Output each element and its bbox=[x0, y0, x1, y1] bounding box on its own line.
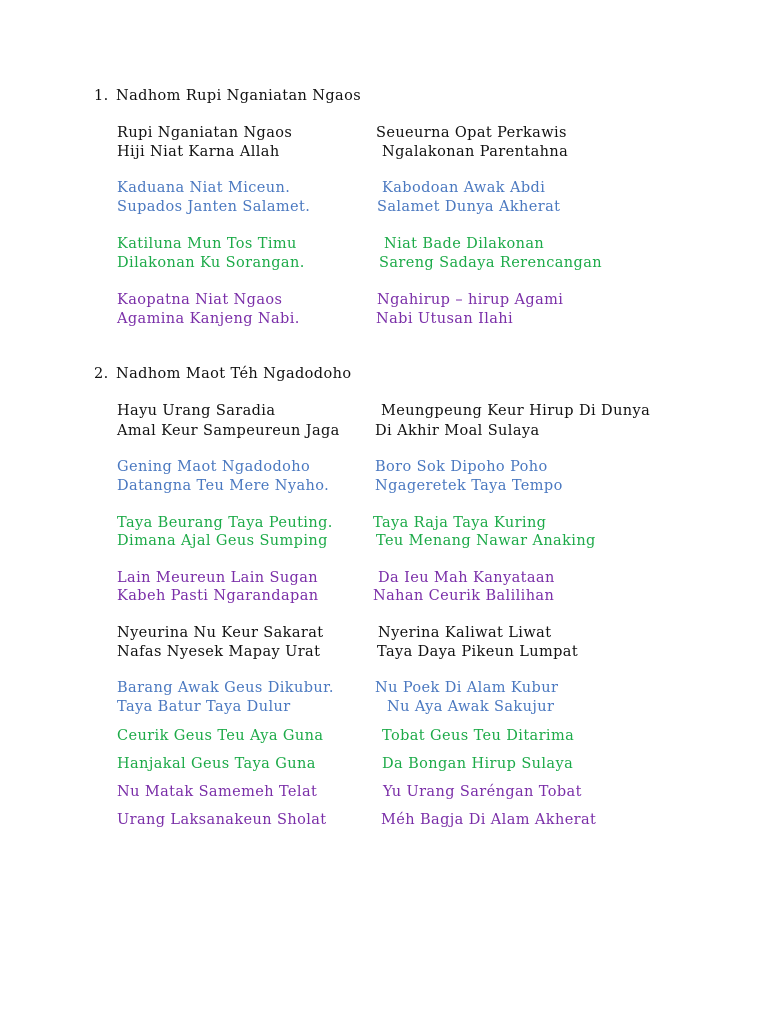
verse-right: Nahan Ceurik Balilihan bbox=[373, 588, 555, 604]
verse-right: Yu Urang Saréngan Tobat bbox=[383, 784, 582, 800]
verse-right: Sareng Sadaya Rerencangan bbox=[379, 255, 602, 271]
verse-right: Ngageretek Taya Tempo bbox=[375, 478, 563, 494]
verse-right: Niat Bade Dilakonan bbox=[384, 236, 545, 252]
verse-left: Hiji Niat Karna Allah bbox=[117, 144, 280, 160]
verse-right: Nabi Utusan Ilahi bbox=[376, 311, 514, 327]
verse-left: Barang Awak Geus Dikubur. bbox=[117, 680, 334, 696]
verse-left: Nafas Nyesek Mapay Urat bbox=[117, 644, 321, 660]
verse-right: Teu Menang Nawar Anaking bbox=[376, 533, 596, 549]
verse-left: Supados Janten Salamet. bbox=[117, 199, 311, 215]
verse-left: Datangna Teu Mere Nyaho. bbox=[117, 478, 330, 494]
verse-left: Kaduana Niat Miceun. bbox=[117, 180, 291, 196]
verse-right: Ngalakonan Parentahna bbox=[382, 144, 569, 160]
verse-left: Hanjakal Geus Taya Guna bbox=[117, 756, 316, 772]
verse-right: Meungpeung Keur Hirup Di Dunya bbox=[381, 403, 651, 419]
verse-right: Méh Bagja Di Alam Akherat bbox=[381, 812, 597, 828]
verse-left: Hayu Urang Saradia bbox=[117, 403, 276, 419]
verse-right: Nyerina Kaliwat Liwat bbox=[378, 625, 552, 641]
section-heading bbox=[94, 88, 361, 104]
verse-right: Tobat Geus Teu Ditarima bbox=[382, 728, 575, 744]
verse-right: Taya Daya Pikeun Lumpat bbox=[377, 644, 579, 660]
section-title: Nadhom Rupi Nganiatan Ngaos bbox=[116, 88, 362, 104]
verse-left: Gening Maot Ngadodoho bbox=[117, 459, 311, 475]
verse-left: Nu Matak Samemeh Telat bbox=[117, 784, 318, 800]
verse-right: Seueurna Opat Perkawis bbox=[376, 125, 567, 141]
verse-left: Ceurik Geus Teu Aya Guna bbox=[117, 728, 324, 744]
verse-left: Kabeh Pasti Ngarandapan bbox=[117, 588, 319, 604]
verse-left: Dilakonan Ku Sorangan. bbox=[117, 255, 305, 271]
verse-left: Agamina Kanjeng Nabi. bbox=[117, 311, 300, 327]
section-number: 2. bbox=[94, 366, 109, 382]
verse-left: Urang Laksanakeun Sholat bbox=[117, 812, 327, 828]
verse-right: Ngahirup – hirup Agami bbox=[377, 292, 564, 308]
verse-right: Kabodoan Awak Abdi bbox=[382, 180, 546, 196]
verse-left: Rupi Nganiatan Ngaos bbox=[117, 125, 293, 141]
verse-left: Dimana Ajal Geus Sumping bbox=[117, 533, 328, 549]
verse-left: Amal Keur Sampeureun Jaga bbox=[117, 423, 340, 439]
section-number: 1. bbox=[94, 88, 109, 104]
section-title: Nadhom Maot Téh Ngadodoho bbox=[116, 366, 352, 382]
verse-right: Nu Poek Di Alam Kubur bbox=[375, 680, 559, 696]
verse-left: Kaopatna Niat Ngaos bbox=[117, 292, 283, 308]
verse-right: Da Ieu Mah Kanyataan bbox=[378, 570, 555, 586]
verse-left: Katiluna Mun Tos Timu bbox=[117, 236, 297, 252]
verse-right: Boro Sok Dipoho Poho bbox=[375, 459, 548, 475]
verse-left: Lain Meureun Lain Sugan bbox=[117, 570, 319, 586]
verse-right: Da Bongan Hirup Sulaya bbox=[382, 756, 574, 772]
verse-right: Nu Aya Awak Sakujur bbox=[387, 699, 555, 715]
verse-right: Taya Raja Taya Kuring bbox=[373, 515, 547, 531]
verse-left: Nyeurina Nu Keur Sakarat bbox=[117, 625, 324, 641]
verse-left: Taya Beurang Taya Peuting. bbox=[117, 515, 333, 531]
section-heading bbox=[94, 366, 351, 382]
verse-right: Di Akhir Moal Sulaya bbox=[375, 423, 540, 439]
verse-left: Taya Batur Taya Dulur bbox=[117, 699, 291, 715]
verse-right: Salamet Dunya Akherat bbox=[377, 199, 561, 215]
